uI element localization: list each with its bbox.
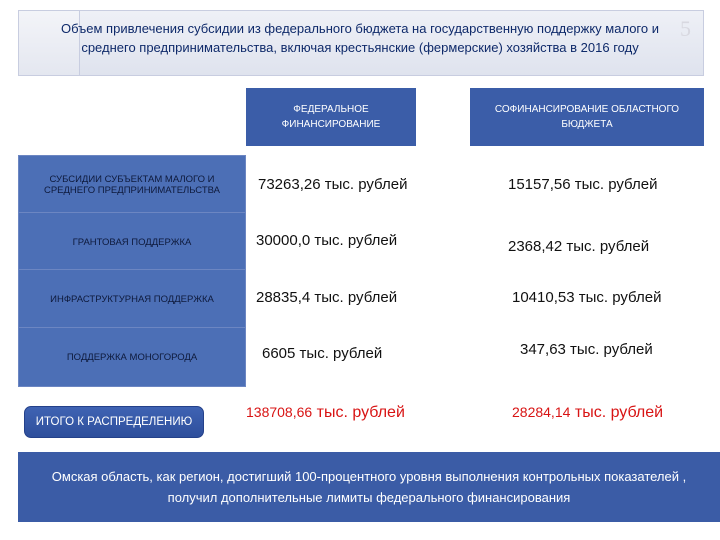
total-distribution-button[interactable]: ИТОГО К РАСПРЕДЕЛЕНИЮ [24, 406, 204, 438]
federal-total-unit: тыс. рублей [316, 404, 405, 421]
federal-value-infrastructure: 28835,4 тыс. рублей [256, 289, 398, 306]
regional-total [512, 404, 663, 422]
row-label-subsidies: СУБСИДИИ СУБЪЕКТАМ МАЛОГО И СРЕДНЕГО ПРЕДПРИНИМАТЕЛЬСТВА [18, 155, 246, 215]
federal-value-subsidies: 73263,26 тыс. рублей [258, 176, 408, 193]
page-number: 5 [680, 16, 691, 41]
row-label-grants: ГРАНТОВАЯ ПОДДЕРЖКА [18, 212, 246, 272]
regional-total-unit: тыс. рублей [574, 404, 664, 421]
federal-value-monotown: 6605 тыс. рублей [262, 345, 383, 362]
column-header-regional: СОФИНАНСИРОВАНИЕ ОБЛАСТНОГО БЮДЖЕТА [470, 88, 704, 146]
regional-value-monotown: 347,63 тыс. рублей [520, 341, 653, 358]
row-label-monotown: ПОДДЕРЖКА МОНОГОРОДА [18, 327, 246, 387]
regional-total-value: 28284,14 [512, 404, 571, 420]
slide-title: Объем привлечения субсидии из федерального бюджета на государственную поддержку малого и среднего предпринимательства, включая крестьянские (фермерские) хозяйства в 2016 году [61, 21, 659, 55]
regional-value-infrastructure: 10410,53 тыс. рублей [512, 289, 662, 306]
column-header-federal: ФЕДЕРАЛЬНОЕ ФИНАНСИРОВАНИЕ [246, 88, 416, 146]
regional-value-grants: 2368,42 тыс. рублей [508, 238, 650, 255]
regional-value-subsidies: 15157,56 тыс. рублей [508, 176, 658, 193]
federal-total [246, 404, 405, 422]
federal-total-value: 138708,66 [246, 404, 313, 420]
footnote-box: Омская область, как регион, достигший 100-процентного уровня выполнения контрольных показателей , получил дополнительные лимиты федерального финансирования [18, 452, 720, 522]
federal-value-grants: 30000,0 тыс. рублей [256, 232, 398, 249]
row-label-infrastructure: ИНФРАСТРУКТУРНАЯ ПОДДЕРЖКА [18, 269, 246, 329]
